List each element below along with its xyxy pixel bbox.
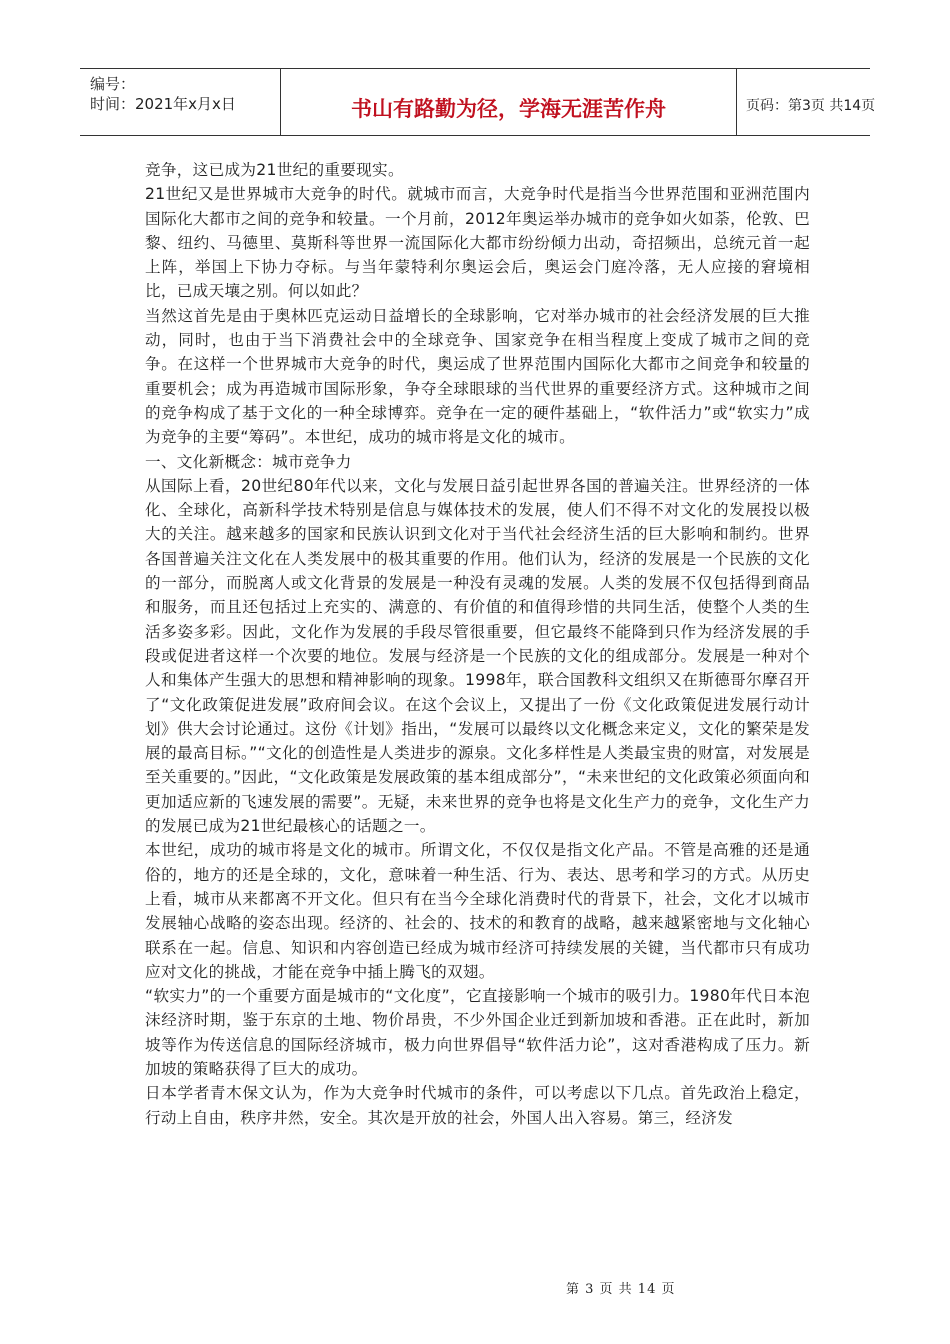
page-footer: 第 3 页 共 14 页 <box>566 1282 676 1297</box>
page-header <box>80 68 876 136</box>
header-page-info: 页码：第3页 共14页 <box>746 98 876 114</box>
document-date: 时间：2021年x月x日 <box>90 95 236 113</box>
header-motto-cell <box>280 69 737 135</box>
paragraph: 从国际上看，20世纪80年代以来，文化与发展日益引起世界各国的普遍关注。世界经济的一体化、全球化，高新科学技术特别是信息与媒体技术的发展，使人们不得不对文化的发展投以极大的关注。越来越多的国家和民族认识到文化对于当代社会经济生活的巨大影响和制约。世界各国普遍关注文化在人类发展中的极其重要的作用。他们认为，经济的发展是一个民族的文化的一部分，而脱离人或文化背景的发展是一种没有灵魂的发展。人类的发展不仅包括得到商品和服务，而且还包括过上充实的、满意的、有价值的和值得珍惜的共同生活，使整个人类的生活多姿多彩。因此，文化作为发展的手段尽管很重要，但它最终不能降到只作为经济发展的手段或促进者这样一个次要的地位。发展与经济是一个民族的文化的组成部分。发展是一种对个人和集体产生强大的思想和精神影响的现象。1998年，联合国教科文组织又在斯德哥尔摩召开了“文化政策促进发展”政府间会议。在这个会议上，又提出了一份《文化政策促进发展行动计划》供大会讨论通过。这份《计划》指出，“发展可以最终以文化概念来定义，文化的繁荣是发展的最高目标。”“文化的创造性是人类进步的源泉。文化多样性是人类最宝贵的财富，对发展是至关重要的。”因此，“文化政策是发展政策的基本组成部分”，“未来世纪的文化政策必须面向和更加适应新的飞速发展的需要”。无疑，未来世界的竞争也将是文化生产力的竞争，文化生产力的发展已成为21世纪最核心的话题之一。 <box>145 476 810 836</box>
paragraph: 竞争，这已成为21世纪的重要现实。 <box>145 161 404 179</box>
header-motto: 书山有路勤为径，学海无涯苦作舟 <box>351 97 666 121</box>
paragraph: 日本学者青木保文认为，作为大竞争时代城市的条件，可以考虑以下几点。首先政治上稳定，行动上自由，秩序井然，安全。其次是开放的社会，外国人出入容易。第三，经济发 <box>145 1084 810 1127</box>
header-meta <box>80 69 280 135</box>
paragraph: 21世纪又是世界城市大竞争的时代。就城市而言，大竞争时代是指当今世界范围和亚洲范围内国际化大都市之间的竞争和较量。一个月前，2012年奥运举办城市的竞争如火如荼，伦敦、巴黎、纽约、马德里、莫斯科等世界一流国际化大都市纷纷倾力出动，奇招频出，总统元首一起上阵，举国上下协力夺标。与当年蒙特利尔奥运会后，奥运会门庭冷落，无人应接的窘境相比，已成天壤之别。何以如此？ <box>145 185 810 301</box>
paragraph: 本世纪，成功的城市将是文化的城市。所谓文化，不仅仅是指文化产品。不管是高雅的还是通俗的，地方的还是全球的，文化，意味着一种生活、行为、表达、思考和学习的方式。从历史上看，城市从来都离不开文化。但只有在当今全球化消费时代的背景下，社会，文化才以城市发展轴心战略的姿态出现。经济的、社会的、技术的和教育的战略，越来越紧密地与文化轴心联系在一起。信息、知识和内容创造已经成为城市经济可持续发展的关键，当代都市只有成功应对文化的挑战，才能在竞争中插上腾飞的双翅。 <box>145 841 810 981</box>
paragraph: 当然这首先是由于奥林匹克运动日益增长的全球影响，它对举办城市的社会经济发展的巨大推动，同时，也由于当下消费社会中的全球竞争、国家竞争在相当程度上变成了城市之间的竞争。在这样一个世界城市大竞争的时代，奥运成了世界范围内国际化大都市之间竞争和较量的重要机会；成为再造城市国际形象，争夺全球眼球的当代世界的重要经济方式。这种城市之间的竞争构成了基于文化的一种全球博弈。竞争在一定的硬件基础上，“软件活力”或“软实力”成为竞争的主要“筹码”。本世纪，成功的城市将是文化的城市。 <box>145 306 810 447</box>
header-page-cell <box>736 69 876 135</box>
paragraph: “软实力”的一个重要方面是城市的“文化度”，它直接影响一个城市的吸引力。1980年代日本泡沫经济时期，鉴于东京的土地、物价昂贵，不少外国企业迁到新加坡和香港。正在此时，新加坡等作为传送信息的国际经济城市，极力向世界倡导“软件活力论”，这对香港构成了压力。新加坡的策略获得了巨大的成功。 <box>145 987 810 1078</box>
section-heading: 一、文化新概念：城市竞争力 <box>145 452 352 471</box>
document-body <box>145 158 810 1130</box>
document-number-label: 编号： <box>90 75 136 93</box>
